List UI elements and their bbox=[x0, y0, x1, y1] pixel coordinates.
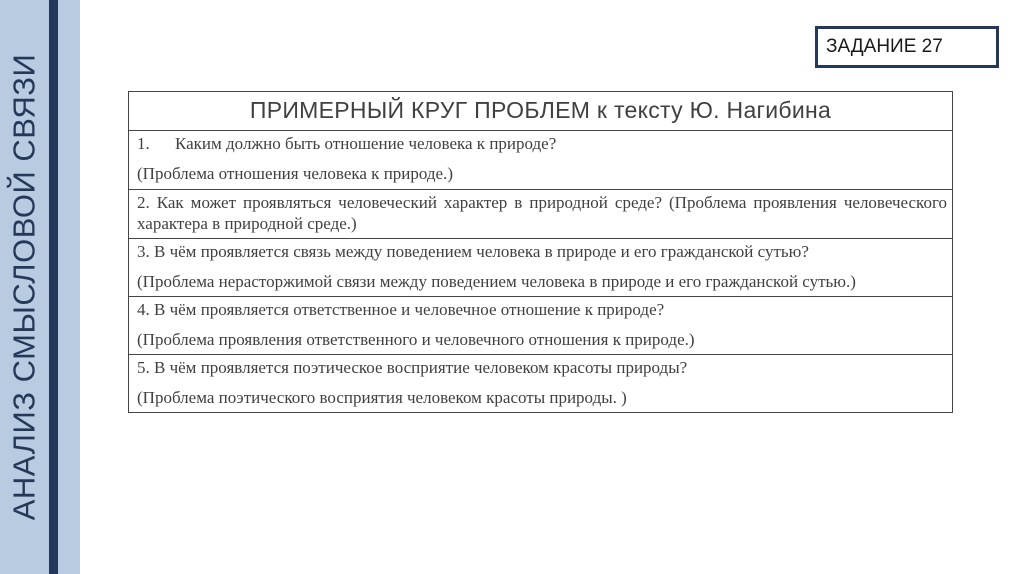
question-text: 4. В чём проявляется ответственное и человечное отношение к природе? bbox=[137, 300, 665, 319]
question-text: 2. Как может проявляться человеческий характер в природной среде? (Проблема проявления человеческого характера в природной среде.) bbox=[137, 193, 947, 233]
question-text: 5. В чём проявляется поэтическое восприятие человеком красоты природы? bbox=[137, 358, 688, 377]
sidebar-title: АНАЛИЗ СМЫСЛОВОЙ СВЯЗИ bbox=[6, 53, 41, 521]
question-body: Каким должно быть отношение человека к природе? bbox=[175, 134, 557, 153]
table-row bbox=[129, 239, 953, 297]
table-cell bbox=[129, 355, 953, 413]
problems-table bbox=[128, 91, 953, 413]
table-header: ПРИМЕРНЫЙ КРУГ ПРОБЛЕМ к тексту Ю. Нагибина bbox=[129, 92, 953, 131]
table-header-row bbox=[129, 92, 953, 131]
sidebar-title-wrap bbox=[1, 0, 47, 574]
table-row bbox=[129, 297, 953, 355]
problem-text: (Проблема проявления ответственного и человечного отношения к природе.) bbox=[137, 330, 695, 349]
sidebar-stripe bbox=[49, 0, 58, 574]
problem-text: (Проблема нерасторжимой связи между поведением человека в природе и его гражданской сутью.) bbox=[137, 272, 856, 291]
table-cell bbox=[129, 239, 953, 297]
task-badge-label: ЗАДАНИЕ 27 bbox=[826, 36, 943, 57]
table-cell bbox=[129, 297, 953, 355]
problem-text: (Проблема отношения человека к природе.) bbox=[137, 164, 454, 183]
problem-text: (Проблема поэтического восприятия человеком красоты природы. ) bbox=[137, 388, 627, 407]
table-row bbox=[129, 355, 953, 413]
table-row bbox=[129, 190, 953, 239]
question-text: 3. В чём проявляется связь между поведением человека в природе и его гражданской сутью? bbox=[137, 242, 809, 261]
table-cell bbox=[129, 131, 953, 190]
table-row bbox=[129, 131, 953, 190]
question-number: 1. bbox=[137, 134, 150, 153]
table-cell bbox=[129, 190, 953, 239]
question-text bbox=[137, 133, 947, 154]
task-badge bbox=[815, 26, 999, 68]
